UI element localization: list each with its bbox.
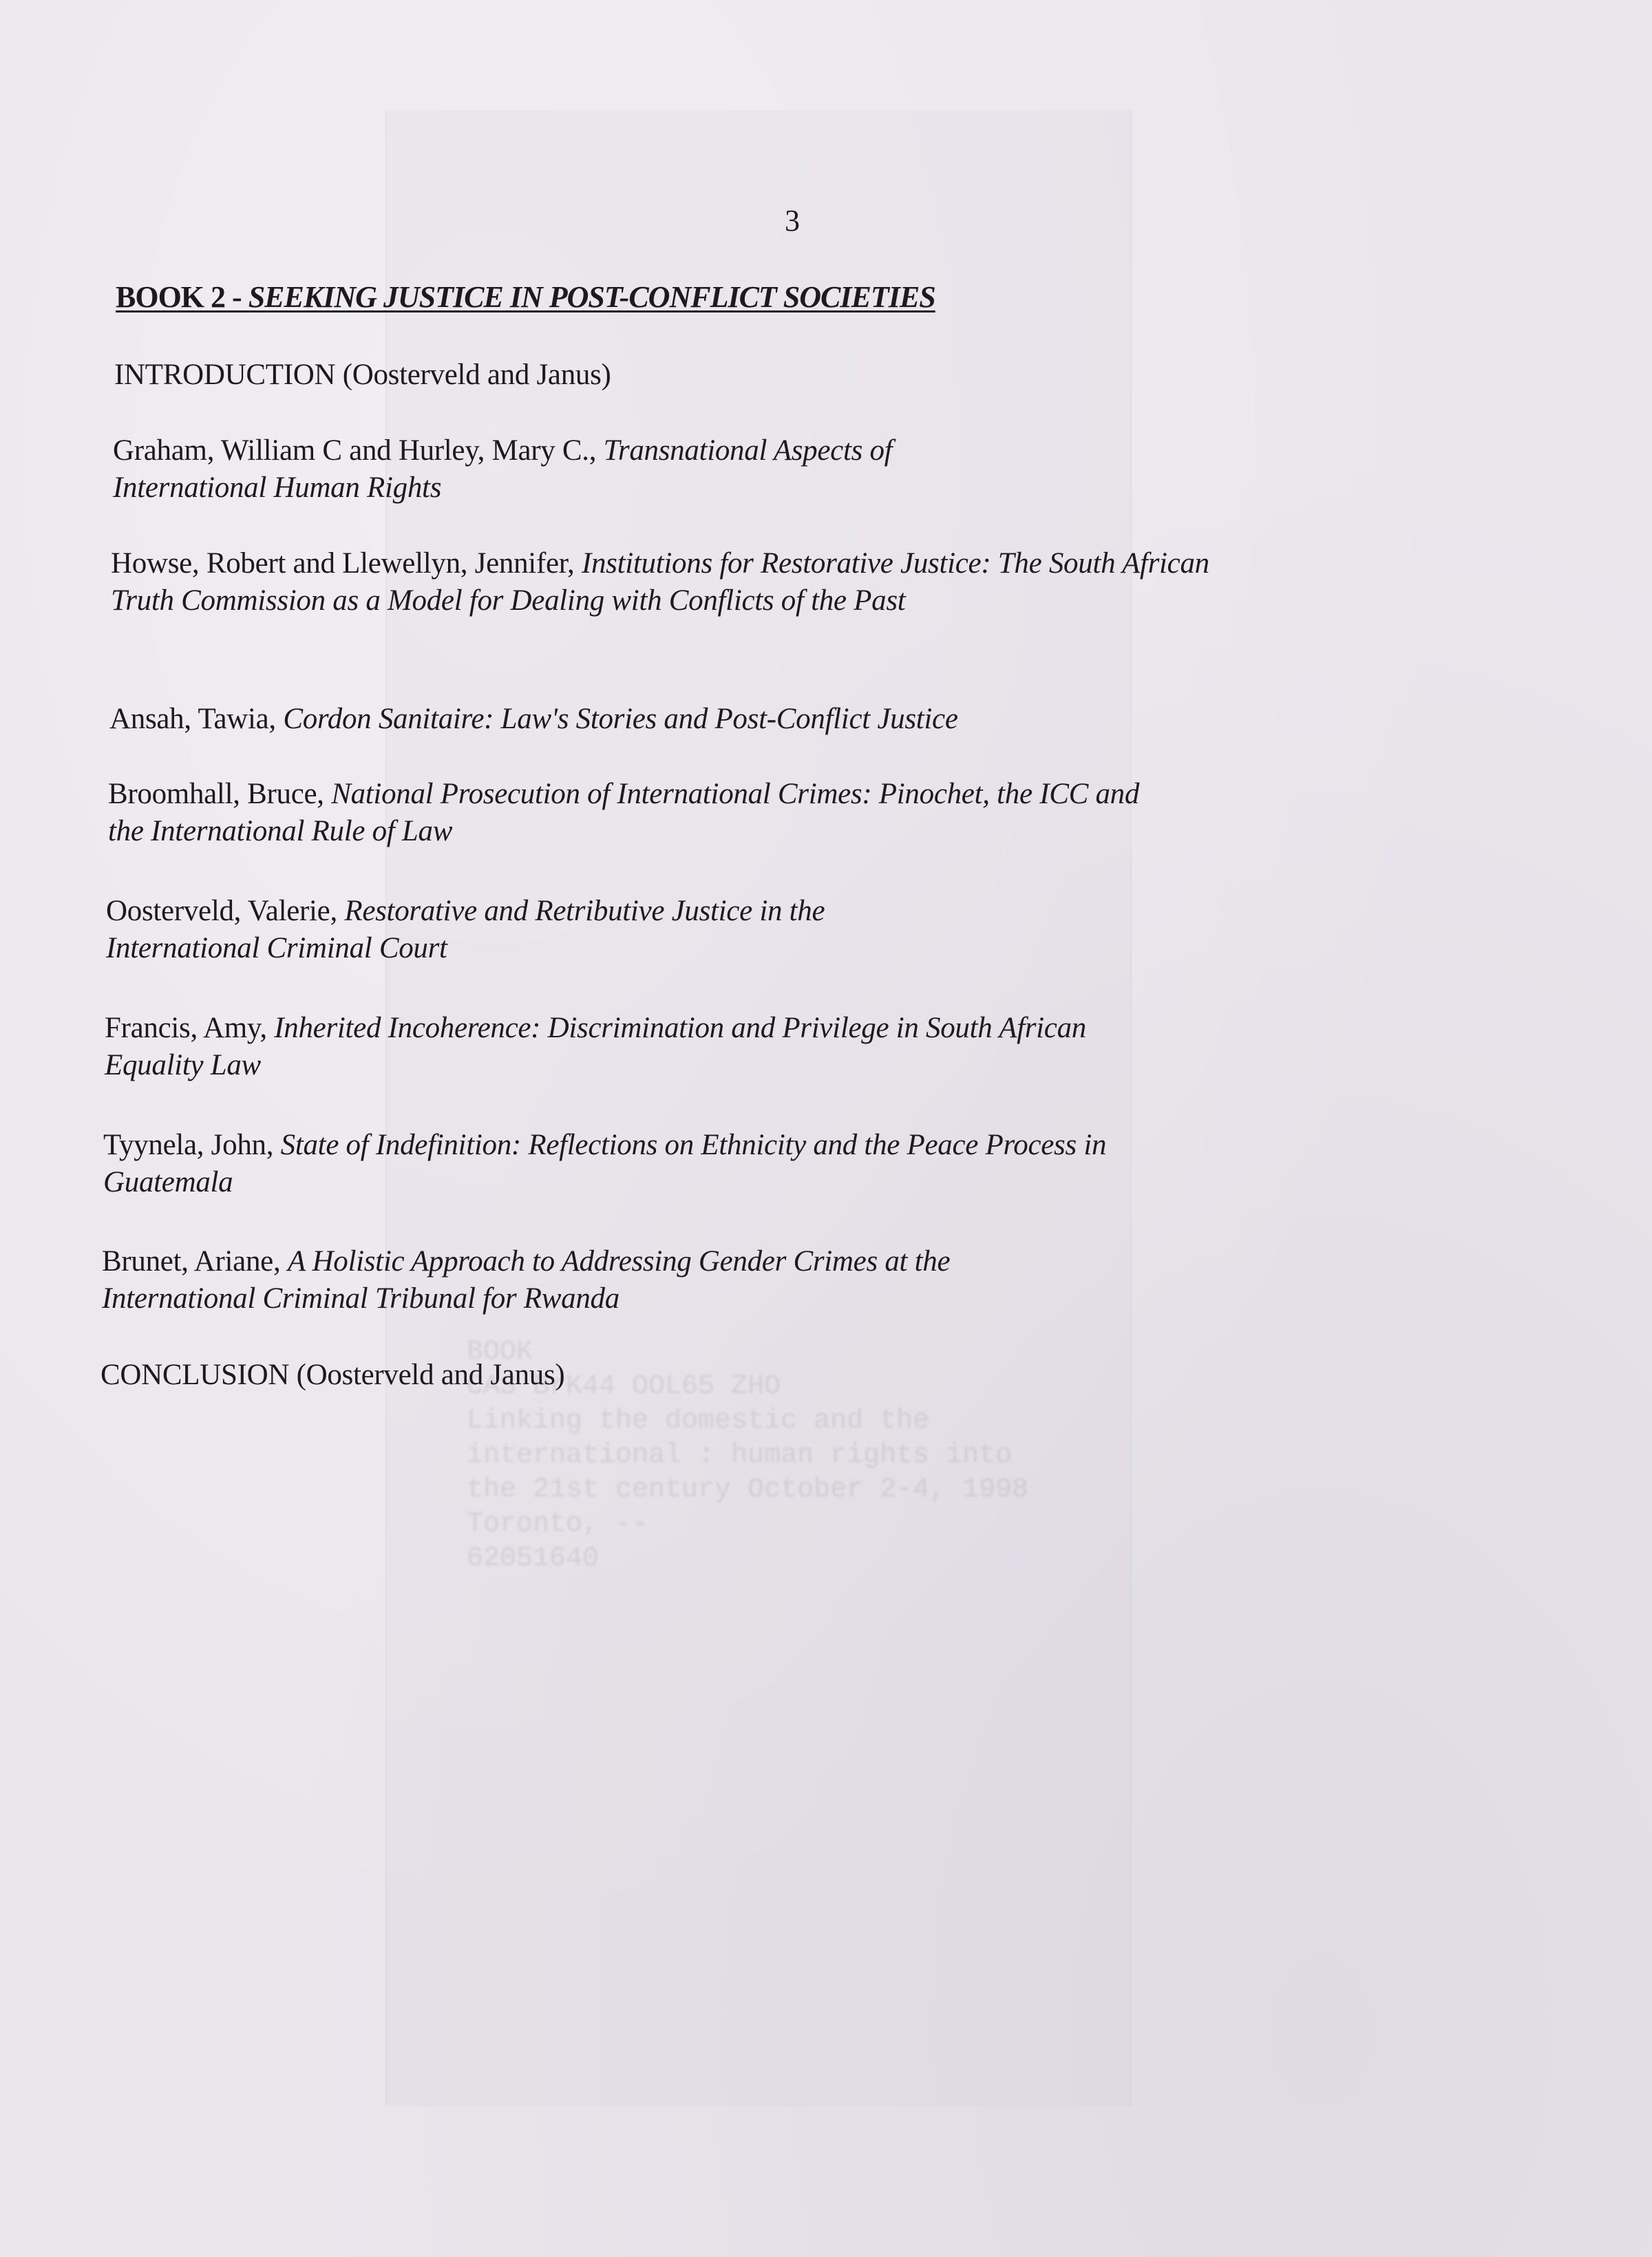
entry-title: A Holistic Approach to Addressing Gender Crimes at the International Criminal Tribunal for Rwanda (102, 1245, 951, 1315)
section-heading (116, 278, 935, 317)
toc-entry (105, 1010, 1158, 1084)
entry-author: Broomhall, Bruce, (108, 778, 332, 810)
toc-entry-conclusion (100, 1357, 1202, 1394)
toc-entry-introduction (114, 357, 1216, 394)
toc-entry (111, 545, 1212, 619)
entry-author: Brunet, Ariane, (102, 1245, 288, 1278)
entry-title: State of Indefinition: Reflections on Ethnicity and the Peace Process in Guatemala (103, 1129, 1107, 1198)
page-number: 3 (785, 204, 800, 237)
entry-title: Cordon Sanitaire: Law's Stories and Post-Conflict Justice (283, 703, 958, 735)
entry-author: Oosterveld, Valerie, (106, 895, 345, 927)
entry-title: Institutions for Restorative Justice: The South African Truth Commission as a Model for Dealing with Conflicts of the Past (111, 547, 1209, 617)
toc-entry (109, 701, 1211, 738)
entry-author: Howse, Robert and Llewellyn, Jennifer, (111, 547, 582, 580)
show-through-shadow (385, 110, 1132, 2106)
entry-author: Ansah, Tawia, (109, 703, 284, 735)
toc-entry (113, 432, 1028, 507)
entry-author: Tyynela, John, (103, 1129, 281, 1161)
entry-author: Graham, William C and Hurley, Mary C., (113, 434, 604, 467)
toc-entry (102, 1243, 1107, 1317)
show-through-text: BOOK CAS BrK44 OOL65 ZHO Linking the domestic and the international : human rights into the 21st century October 2-4, 1998 Toronto, -- 62051640 (467, 1337, 1029, 1574)
toc-entry (103, 1127, 1136, 1201)
entry-author: CONCLUSION (Oosterveld and Janus) (100, 1359, 565, 1391)
entry-title: National Prosecution of International Crimes: Pinochet, the ICC and the International Rule of Law (108, 778, 1140, 847)
toc-entry (108, 776, 1141, 850)
entry-title: Inherited Incoherence: Discrimination and Privilege in South African Equality Law (105, 1012, 1086, 1081)
heading-prefix: BOOK 2 - (116, 280, 248, 314)
entry-author: INTRODUCTION (Oosterveld and Janus) (114, 359, 611, 391)
heading-title: SEEKING JUSTICE IN POST-CONFLICT SOCIETIES (248, 280, 935, 314)
entry-title: Restorative and Retributive Justice in the International Criminal Court (106, 895, 825, 964)
entry-author: Francis, Amy, (105, 1012, 275, 1044)
entry-title: Transnational Aspects of International Human Rights (113, 434, 893, 504)
toc-entry (106, 893, 960, 967)
